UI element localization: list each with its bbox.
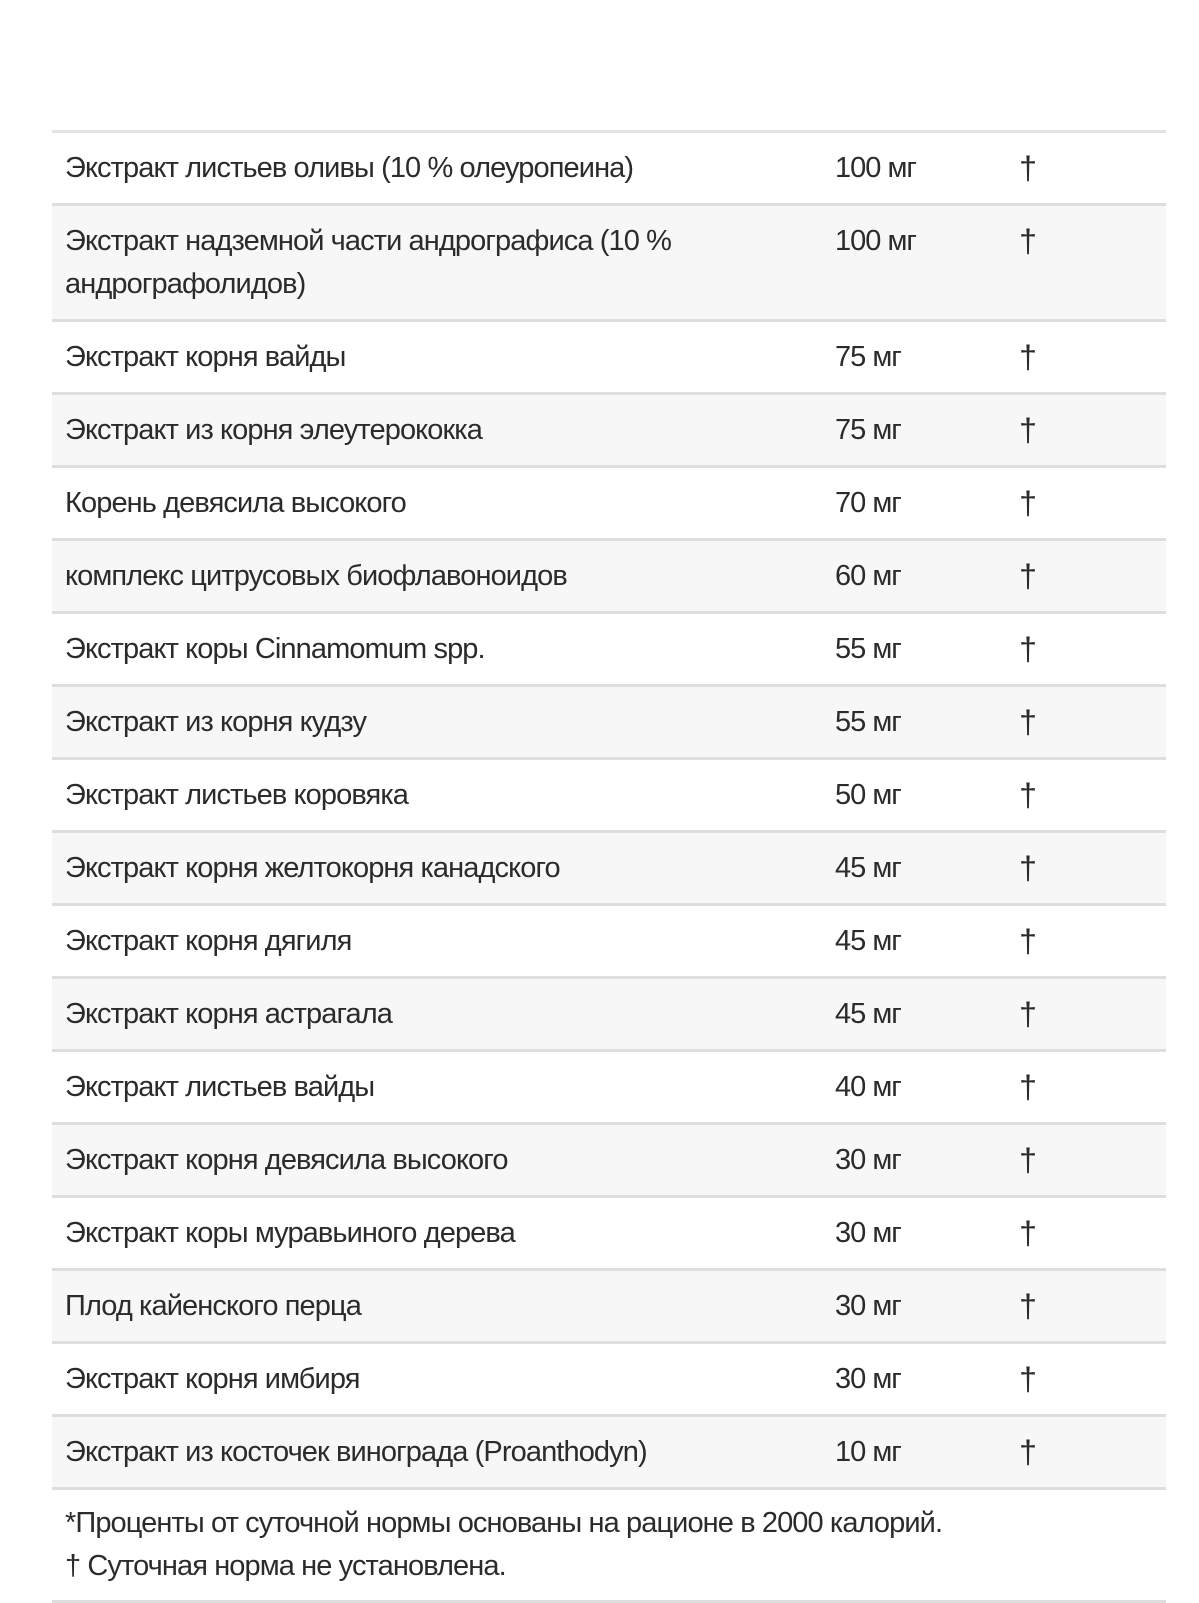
ingredient-name: Экстракт корня желтокорня канадского — [65, 852, 560, 884]
daily-value-marker: † — [1019, 1142, 1037, 1178]
ingredient-name: Экстракт из косточек винограда (Proanthodyn) — [65, 1436, 647, 1468]
table-row — [52, 760, 1166, 833]
table-row — [52, 1198, 1166, 1271]
ingredient-name: Экстракт коры Cinnamomum spp. — [65, 633, 485, 665]
daily-value-marker: † — [1019, 412, 1037, 448]
daily-value-marker: † — [1019, 1215, 1037, 1251]
ingredient-name: Экстракт листьев оливы (10 % олеуропеина) — [65, 152, 634, 184]
table-row — [52, 322, 1166, 395]
ingredient-amount: 30 мг — [835, 1217, 901, 1249]
daily-value-marker: † — [1019, 631, 1037, 667]
daily-value-marker: † — [1019, 777, 1037, 813]
daily-value-marker: † — [1019, 339, 1037, 375]
ingredient-amount: 50 мг — [835, 779, 901, 811]
table-row — [52, 206, 1166, 322]
ingredient-amount: 75 мг — [835, 341, 901, 373]
table-row — [52, 395, 1166, 468]
ingredient-amount: 45 мг — [835, 852, 901, 884]
ingredient-name: Экстракт корня имбиря — [65, 1363, 360, 1395]
table-row — [52, 979, 1166, 1052]
footnote-dagger: † Суточная норма не установлена. — [65, 1550, 506, 1582]
table-row — [52, 1344, 1166, 1417]
ingredient-name: Экстракт листьев вайды — [65, 1071, 375, 1103]
daily-value-marker: † — [1019, 850, 1037, 886]
ingredient-name: Экстракт коры муравьиного дерева — [65, 1217, 515, 1249]
table-row — [52, 833, 1166, 906]
table-row — [52, 133, 1166, 206]
table-row — [52, 614, 1166, 687]
table-row — [52, 687, 1166, 760]
daily-value-marker: † — [1019, 704, 1037, 740]
table-row — [52, 1271, 1166, 1344]
table-row — [52, 906, 1166, 979]
table-row — [52, 541, 1166, 614]
ingredient-name: Плод кайенского перца — [65, 1290, 361, 1322]
supplement-facts-table — [52, 130, 1166, 1603]
footnote-daily-value-basis: *Проценты от суточной нормы основаны на рационе в 2000 калорий. — [65, 1507, 943, 1539]
ingredient-amount: 30 мг — [835, 1144, 901, 1176]
ingredient-name: комплекс цитрусовых биофлавоноидов — [65, 560, 567, 592]
ingredient-amount: 45 мг — [835, 925, 901, 957]
ingredient-amount: 60 мг — [835, 560, 901, 592]
ingredient-amount: 10 мг — [835, 1436, 901, 1468]
footnotes — [52, 1490, 1166, 1603]
ingredient-name: Экстракт корня астрагала — [65, 998, 392, 1030]
ingredient-name: Экстракт надземной части андрографиса (10 % андрографолидов) — [65, 225, 671, 300]
ingredient-amount: 70 мг — [835, 487, 901, 519]
ingredient-rows — [52, 133, 1166, 1490]
daily-value-marker: † — [1019, 558, 1037, 594]
ingredient-amount: 30 мг — [835, 1363, 901, 1395]
daily-value-marker: † — [1019, 223, 1037, 259]
ingredient-amount: 40 мг — [835, 1071, 901, 1103]
ingredient-amount: 55 мг — [835, 633, 901, 665]
ingredient-amount: 75 мг — [835, 414, 901, 446]
ingredient-name: Экстракт из корня кудзу — [65, 706, 367, 738]
ingredient-amount: 30 мг — [835, 1290, 901, 1322]
daily-value-marker: † — [1019, 996, 1037, 1032]
ingredient-amount: 100 мг — [835, 225, 916, 257]
daily-value-marker: † — [1019, 1069, 1037, 1105]
daily-value-marker: † — [1019, 1434, 1037, 1470]
table-row — [52, 468, 1166, 541]
ingredient-name: Экстракт корня вайды — [65, 341, 346, 373]
table-row — [52, 1125, 1166, 1198]
ingredient-name: Экстракт корня девясила высокого — [65, 1144, 508, 1176]
daily-value-marker: † — [1019, 150, 1037, 186]
table-row — [52, 1052, 1166, 1125]
ingredient-name: Экстракт листьев коровяка — [65, 779, 408, 811]
ingredient-name: Корень девясила высокого — [65, 487, 406, 519]
ingredient-amount: 55 мг — [835, 706, 901, 738]
daily-value-marker: † — [1019, 1288, 1037, 1324]
ingredient-amount: 45 мг — [835, 998, 901, 1030]
table-row — [52, 1417, 1166, 1490]
daily-value-marker: † — [1019, 1361, 1037, 1397]
ingredient-amount: 100 мг — [835, 152, 916, 184]
ingredient-name: Экстракт корня дягиля — [65, 925, 352, 957]
daily-value-marker: † — [1019, 923, 1037, 959]
daily-value-marker: † — [1019, 485, 1037, 521]
ingredient-name: Экстракт из корня элеутерококка — [65, 414, 482, 446]
